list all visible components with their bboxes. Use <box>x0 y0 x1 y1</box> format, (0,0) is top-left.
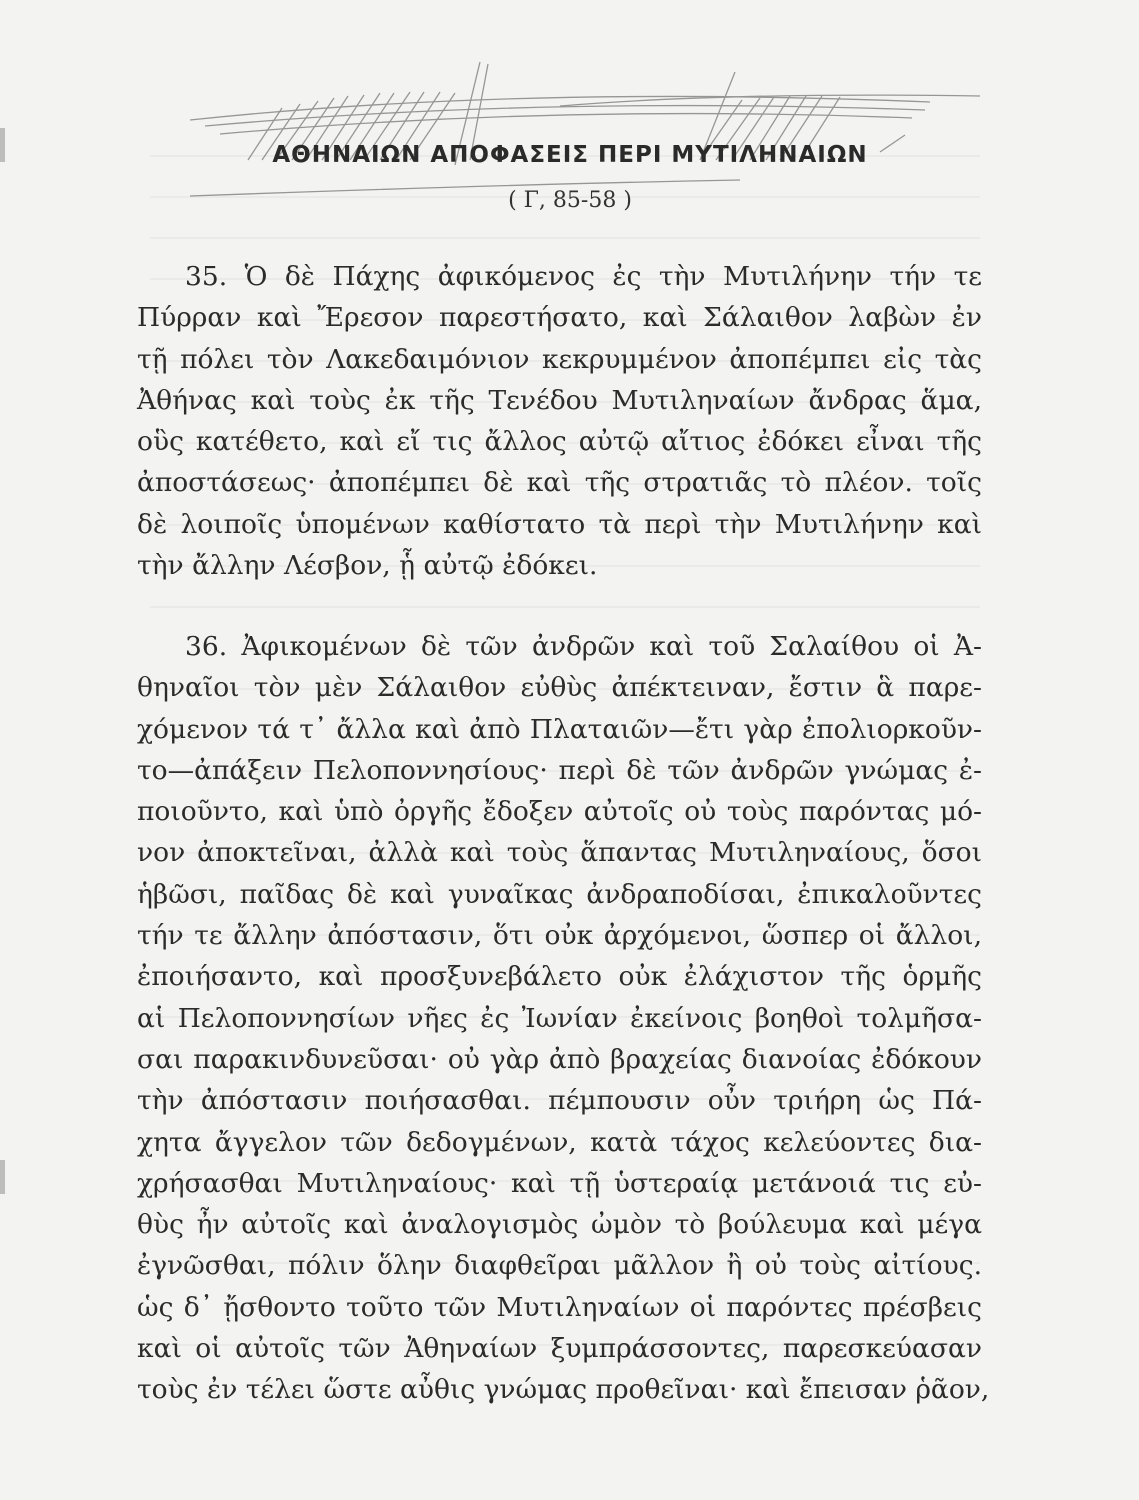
text-line: αἱ Πελοποννησίων νῆες ἐς Ἰωνίαν ἐκείνοις βοηθοὶ τολμῆσα- <box>137 1002 982 1034</box>
text-line: θὺς ἦν αὐτοῖς καὶ ἀναλογισμὸς ὠμὸν τὸ βούλευμα καὶ μέγα <box>137 1209 982 1241</box>
text-line: 35. Ὁ δὲ Πάχης ἀφικόμενος ἐς τὴν Μυτιλήνην τήν τε <box>185 261 982 292</box>
text-line: τὴν ἀπόστασιν ποιήσασθαι. πέμπουσιν οὖν τριήρη ὡς Πά- <box>137 1085 982 1117</box>
text-line: ἐποιήσαντο, καὶ προσξυνεβάλετο οὐκ ἐλάχιστον τῆς ὁρμῆς <box>137 961 982 993</box>
binding-mark <box>0 1160 5 1194</box>
paragraph-36 <box>137 626 990 1411</box>
text-line: τοὺς ἐν τέλει ὥστε αὖθις γνώμας προθεῖναι· καὶ ἔπεισαν ῥᾶον, <box>137 1374 990 1406</box>
text-line: οὓς κατέθετο, καὶ εἴ τις ἄλλος αὐτῷ αἴτιος ἐδόκει εἶναι τῆς <box>137 426 982 458</box>
paragraph-number: 35. <box>185 261 228 292</box>
text-line: 36. Ἀφικομένων δὲ τῶν ἀνδρῶν καὶ τοῦ Σαλαίθου οἱ Ἀ- <box>185 631 982 662</box>
text-line: νον ἀποκτεῖναι, ἀλλὰ καὶ τοὺς ἅπαντας Μυτιληναίους, ὅσοι <box>137 837 982 869</box>
text-line: ἡβῶσι, παῖδας δὲ καὶ γυναῖκας ἀνδραποδίσαι, ἐπικαλοῦντες <box>137 878 982 910</box>
text-line: καὶ οἱ αὐτοῖς τῶν Ἀθηναίων ξυμπράσσοντες, παρεσκεύασαν <box>137 1333 982 1365</box>
page-title: ΑΘΗΝΑΙΩΝ ΑΠΟΦΑΣΕΙΣ ΠΕΡΙ ΜΥΤΙΛΗΝΑΙΩΝ <box>272 142 868 168</box>
text-line: το—ἀπάξειν Πελοποννησίους· περὶ δὲ τῶν ἀνδρῶν γνώμας ἐ- <box>137 754 982 786</box>
text-line: χητα ἄγγελον τῶν δεδογμένων, κατὰ τάχος κελεύοντες δια- <box>137 1126 982 1158</box>
binding-mark <box>0 128 5 162</box>
text-line: θηναῖοι τὸν μὲν Σάλαιθον εὐθὺς ἀπέκτειναν, ἔστιν ἃ παρε- <box>137 672 982 704</box>
text-line: ὡς δ᾽ ᾔσθοντο τοῦτο τῶν Μυτιληναίων οἱ παρόντες πρέσβεις <box>137 1291 982 1323</box>
text-line: Πύρραν καὶ Ἔρεσον παρεστήσατο, καὶ Σάλαιθον λαβὼν ἐν <box>137 302 982 334</box>
text-line: Ἀθήνας καὶ τοὺς ἐκ τῆς Τενέδου Μυτιληναίων ἄνδρας ἅμα, <box>137 384 982 416</box>
text-line: τήν τε ἄλλην ἀπόστασιν, ὅτι οὐκ ἀρχόμενοι, ὥσπερ οἱ ἄλλοι, <box>137 920 982 952</box>
text-line: ποιοῦντο, καὶ ὑπὸ ὀργῆς ἔδοξεν αὐτοῖς οὐ τοὺς παρόντας μό- <box>137 796 982 828</box>
text-line: σαι παρακινδυνεῦσαι· οὐ γὰρ ἀπὸ βραχείας διανοίας ἐδόκουν <box>137 1043 982 1075</box>
paragraph-35 <box>137 256 982 586</box>
text-line: ἀποστάσεως· ἀποπέμπει δὲ καὶ τῆς στρατιᾶς τὸ πλέον. τοῖς <box>137 467 982 499</box>
pencil-scribble <box>0 0 1139 260</box>
section-citation: ( Γ, 85-58 ) <box>508 188 632 213</box>
text-line: τὴν ἄλλην Λέσβον, ᾗ αὐτῷ ἐδόκει. <box>137 550 598 582</box>
text-line: δὲ λοιποῖς ὑπομένων καθίστατο τὰ περὶ τὴν Μυτιλήνην καὶ <box>137 508 982 540</box>
text-line: χόμενον τά τ᾽ ἄλλα καὶ ἀπὸ Πλαταιῶν—ἔτι γὰρ ἐπολιορκοῦν- <box>137 713 982 745</box>
text-line: ἐγνῶσθαι, πόλιν ὅλην διαφθεῖραι μᾶλλον ἢ οὐ τοὺς αἰτίους. <box>137 1250 982 1282</box>
text-line: τῇ πόλει τὸν Λακεδαιμόνιον κεκρυμμένον ἀποπέμπει εἰς τὰς <box>137 343 982 375</box>
paragraph-number: 36. <box>185 631 228 662</box>
text-line: χρήσασθαι Μυτιληναίους· καὶ τῇ ὑστεραίᾳ μετάνοιά τις εὐ- <box>137 1167 982 1199</box>
